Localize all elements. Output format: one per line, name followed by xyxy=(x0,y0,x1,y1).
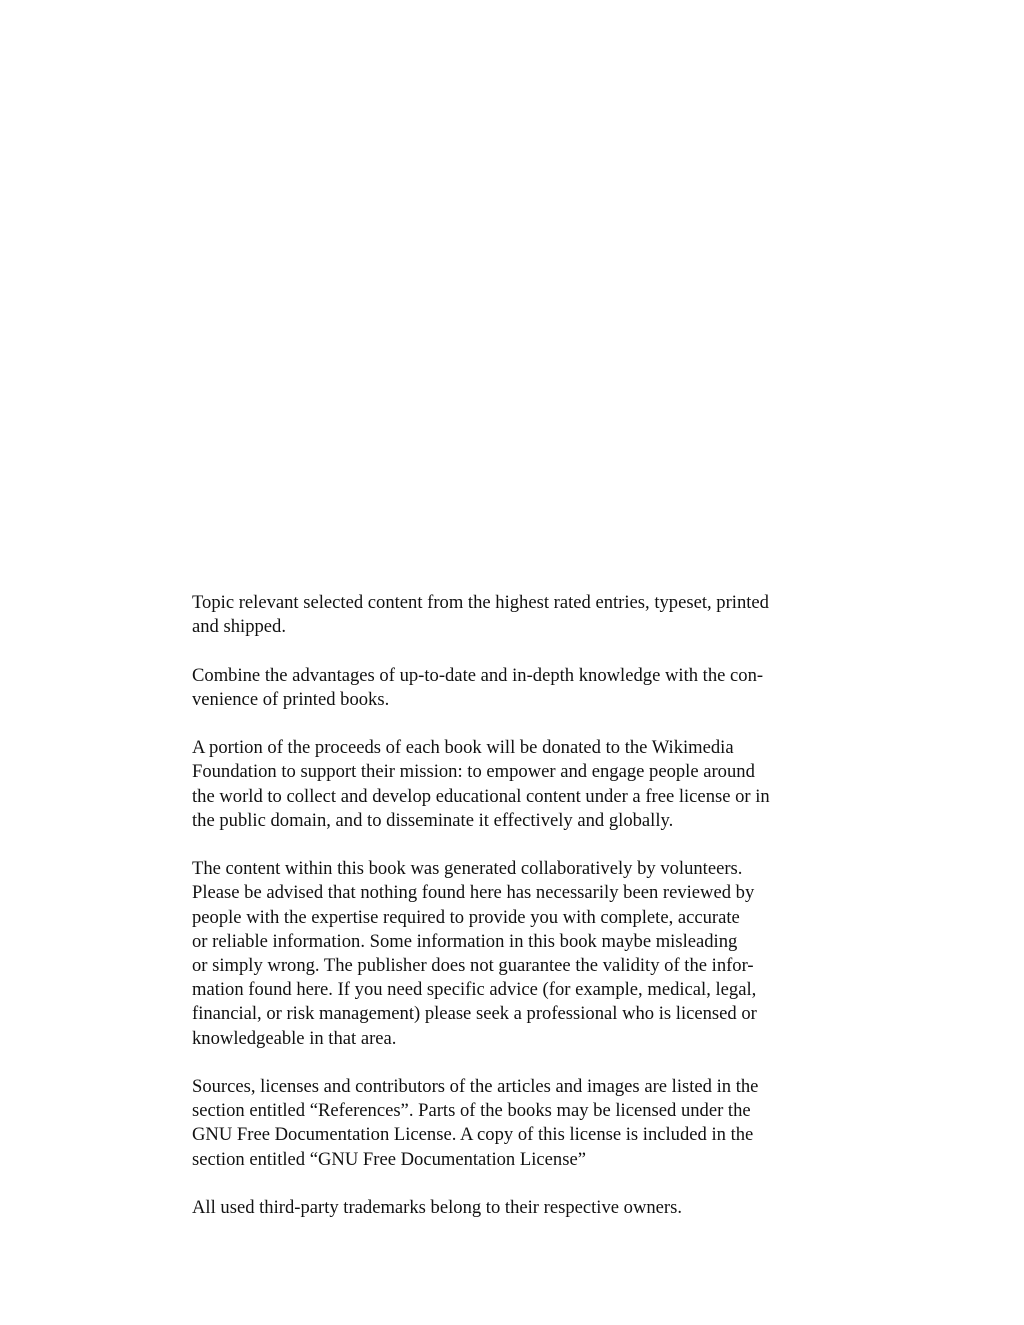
text-line: financial, or risk management) please seek a professional who is licensed or xyxy=(192,1003,757,1025)
text-line: knowledgeable in that area. xyxy=(192,1027,397,1049)
text-line: All used third-party trademarks belong to their respective owners. xyxy=(192,1197,683,1218)
text-line: the public domain, and to disseminate it effectively and globally. xyxy=(192,809,674,831)
text-line: Please be advised that nothing found here has necessarily been reviewed by xyxy=(192,882,755,904)
text-line: and shipped. xyxy=(192,616,286,638)
text-line: section entitled “GNU Free Documentation License” xyxy=(192,1148,586,1170)
text-line: GNU Free Documentation License. A copy of this license is included in the xyxy=(192,1124,754,1146)
text-line: or simply wrong. The publisher does not guarantee the validity of the infor- xyxy=(192,955,754,976)
paragraph-trademarks xyxy=(192,1196,832,1220)
paragraph-volunteer-disclaimer xyxy=(192,857,832,1051)
paragraph-topic-content xyxy=(192,591,832,639)
text-line: Foundation to support their mission: to empower and engage people around xyxy=(192,761,755,783)
text-line: The content within this book was generated collaboratively by volunteers. xyxy=(192,858,743,880)
text-line: Sources, licenses and contributors of the articles and images are listed in the xyxy=(192,1076,759,1097)
text-line: or reliable information. Some information in this book maybe misleading xyxy=(192,930,738,952)
text-line: Topic relevant selected content from the highest rated entries, typeset, printed xyxy=(192,592,769,613)
text-line: the world to collect and develop educational content under a free license or in xyxy=(192,785,770,807)
text-line: A portion of the proceeds of each book will be donated to the Wikimedia xyxy=(192,737,734,759)
text-line: venience of printed books. xyxy=(192,688,390,710)
text-line: section entitled “References”. Parts of the books may be licensed under the xyxy=(192,1100,751,1122)
text-line: people with the expertise required to provide you with complete, accurate xyxy=(192,906,740,928)
paragraph-advantages xyxy=(192,664,832,712)
paragraph-wikimedia-donation xyxy=(192,736,832,833)
disclaimer-text-block xyxy=(192,591,832,1220)
paragraph-sources-licenses xyxy=(192,1075,832,1172)
text-line: mation found here. If you need specific advice (for example, medical, legal, xyxy=(192,979,757,1001)
text-line: Combine the advantages of up-to-date and in-depth knowledge with the con- xyxy=(192,664,764,686)
